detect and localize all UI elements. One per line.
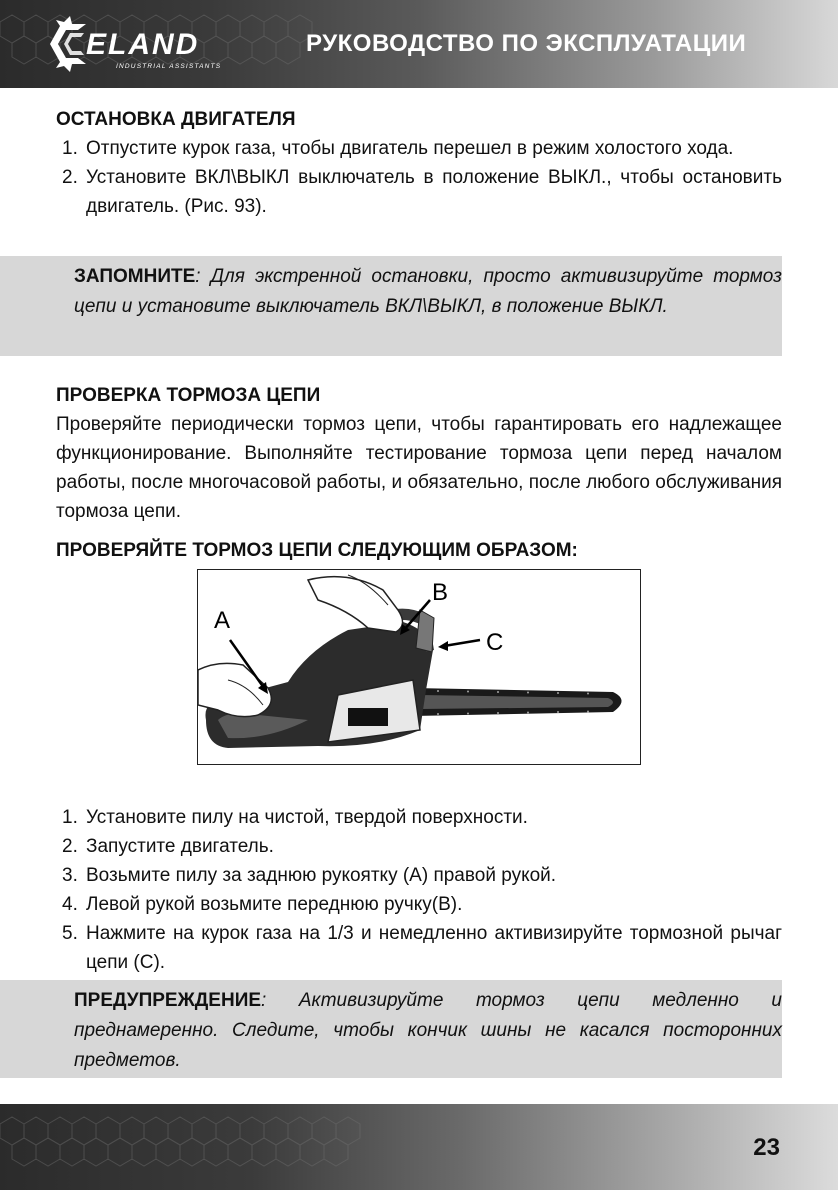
manual-title: РУКОВОДСТВО ПО ЭКСПЛУАТАЦИИ xyxy=(306,30,747,57)
note-label: ЗАПОМНИТЕ xyxy=(74,266,196,287)
list-item: 1. Установите пилу на чистой, твердой поверхности. xyxy=(62,807,528,828)
chainsaw-figure xyxy=(197,569,641,765)
list-item: 1. Отпустите курок газа, чтобы двигатель перешел в режим холостого хода. xyxy=(62,138,734,159)
list-item: 2. Установите ВКЛ\ВЫКЛ выключатель в положение ВЫКЛ., чтобы остановить двигатель. (Рис. 93). xyxy=(62,167,782,217)
note-label: ПРЕДУПРЕЖДЕНИЕ xyxy=(74,990,262,1011)
list-item: 3. Возьмите пилу за заднюю рукоятку (А) правой рукой. xyxy=(62,865,557,886)
page-header xyxy=(0,0,838,88)
section-heading-procedure: ПРОВЕРЯЙТЕ ТОРМОЗ ЦЕПИ СЛЕДУЮЩИМ ОБРАЗОМ: xyxy=(56,540,578,561)
hex-pattern-decoration xyxy=(0,1104,838,1190)
list-item: 2. Запустите двигатель. xyxy=(62,836,274,857)
note-text: Для экстренной остановки, просто активизируйте тормоз цепи и установите выключатель ВКЛ\ВЫКЛ, в положение ВЫКЛ. xyxy=(74,266,782,317)
note-text: Активизируйте тормоз цепи медленно и преднамеренно. Следите, чтобы кончик шины не касался посторонних предметов. xyxy=(74,990,782,1071)
page-footer xyxy=(0,1104,838,1190)
section-heading-chain-brake: ПРОВЕРКА ТОРМОЗА ЦЕПИ xyxy=(56,385,321,406)
figure-label-b: B xyxy=(432,579,449,606)
warning-note: ПРЕДУПРЕЖДЕНИЕ: Активизируйте тормоз цепи медленно и преднамеренно. Следите, чтобы кончик шины не касался посторонних предметов. xyxy=(0,980,782,1078)
list-item: 4. Левой рукой возьмите переднюю ручку(В). xyxy=(62,894,463,915)
remember-note: ЗАПОМНИТЕ: Для экстренной остановки, просто активизируйте тормоз цепи и установите выключатель ВКЛ\ВЫКЛ, в положение ВЫКЛ. xyxy=(0,256,782,356)
svg-text:ELAND: ELAND xyxy=(86,28,200,61)
svg-text:INDUSTRIAL ASSISTANTS: INDUSTRIAL ASSISTANTS xyxy=(116,63,222,70)
procedure-list xyxy=(56,803,782,977)
section-chain-brake-check xyxy=(56,382,782,526)
section-engine-stop xyxy=(56,106,782,221)
figure-label-c: C xyxy=(486,629,504,656)
list-item: 5. Нажмите на курок газа на 1/3 и немедленно активизируйте тормозной рычаг цепи (С). xyxy=(62,923,782,973)
engine-stop-list xyxy=(56,134,782,221)
chain-brake-paragraph: Проверяйте периодически тормоз цепи, чтобы гарантировать его надлежащее функционирование. Выполняйте тестирование тормоза цепи перед началом работы, после многочасовой работы, и обязательно, после любого обслуживания тормоза цепи. xyxy=(56,414,782,522)
figure-label-a: A xyxy=(214,607,231,634)
chainsaw-illustration xyxy=(198,570,640,764)
procedure-steps xyxy=(56,803,782,977)
section-heading-engine-stop: ОСТАНОВКА ДВИГАТЕЛЯ xyxy=(56,109,296,130)
page-number: 23 xyxy=(753,1134,780,1161)
eland-logo xyxy=(42,10,272,78)
section-check-procedure xyxy=(56,537,782,565)
